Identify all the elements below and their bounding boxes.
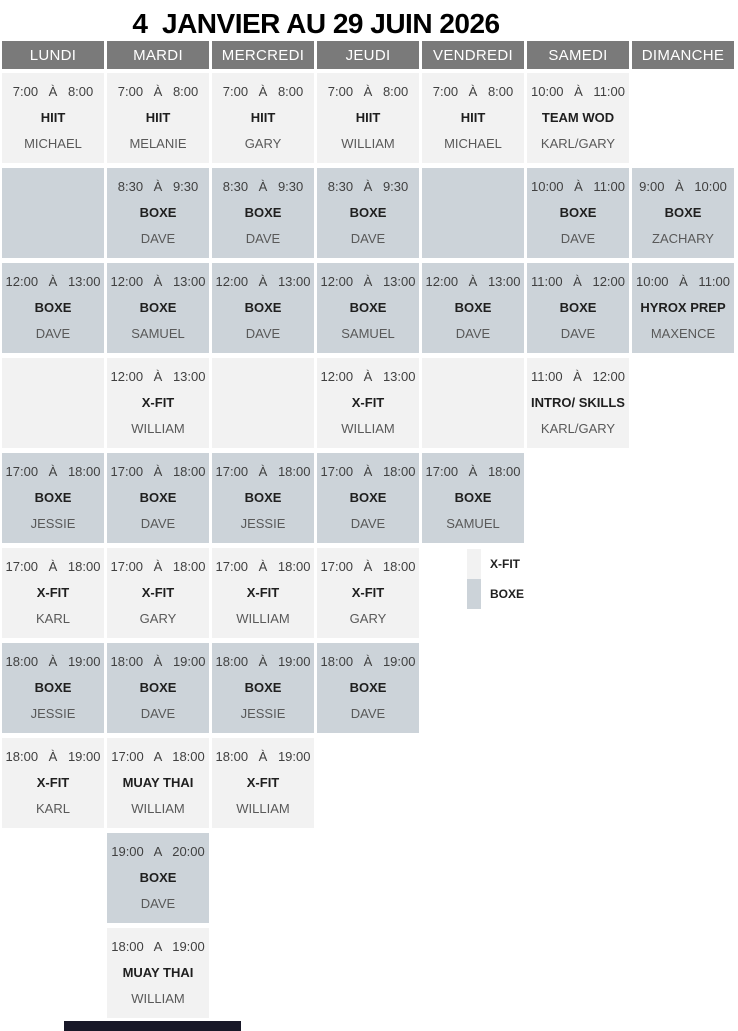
class-coach: JESSIE <box>240 706 286 721</box>
empty-slot-cell <box>2 168 104 258</box>
class-coach: DAVE <box>560 326 596 341</box>
class-activity: BOXE <box>34 680 72 695</box>
blank-cell <box>2 833 104 923</box>
blank-cell <box>317 738 419 828</box>
class-time: 12:00 À 13:00 <box>110 274 206 289</box>
blank-cell <box>422 643 524 733</box>
class-time: 7:00 À 8:00 <box>432 84 514 99</box>
schedule-row <box>2 168 734 258</box>
class-coach: JESSIE <box>240 516 286 531</box>
class-time: 18:00 À 19:00 <box>320 654 416 669</box>
class-coach: DAVE <box>350 516 386 531</box>
empty-slot-cell <box>422 358 524 448</box>
class-coach: KARL/GARY <box>540 136 616 151</box>
class-cell <box>527 73 629 163</box>
schedule-row <box>2 738 734 828</box>
blank-cell <box>632 833 734 923</box>
page-title: 4 JANVIER AU 29 JUIN 2026 <box>132 8 500 39</box>
blank-cell <box>632 453 734 543</box>
class-activity: X-FIT <box>36 775 70 790</box>
class-cell <box>107 358 209 448</box>
blank-cell <box>632 928 734 1018</box>
class-time: 17:00 À 18:00 <box>320 464 416 479</box>
class-cell <box>422 73 524 163</box>
class-coach: GARY <box>349 611 387 626</box>
class-time: 10:00 À 11:00 <box>636 274 730 289</box>
schedule-grid <box>2 73 734 1018</box>
class-activity: HIIT <box>40 110 66 125</box>
class-coach: KARL/GARY <box>540 421 616 436</box>
class-coach: WILLIAM <box>236 801 290 816</box>
class-time: 18:00 À 19:00 <box>110 654 206 669</box>
class-coach: DAVE <box>140 706 176 721</box>
blank-cell <box>2 928 104 1018</box>
class-time: 11:00 À 12:00 <box>531 274 625 289</box>
class-activity: X-FIT <box>36 585 70 600</box>
class-time: 18:00 À 19:00 <box>215 654 311 669</box>
class-cell <box>2 453 104 543</box>
class-coach: MICHAEL <box>24 136 82 151</box>
class-activity: BOXE <box>139 205 177 220</box>
class-cell <box>107 548 209 638</box>
class-time: 12:00 À 13:00 <box>5 274 101 289</box>
class-activity: HIIT <box>460 110 486 125</box>
class-activity: X-FIT <box>351 395 385 410</box>
class-cell <box>527 168 629 258</box>
class-activity: X-FIT <box>141 395 175 410</box>
class-activity: BOXE <box>34 490 72 505</box>
class-cell <box>317 73 419 163</box>
blank-cell <box>422 833 524 923</box>
class-coach: GARY <box>139 611 177 626</box>
class-cell <box>2 263 104 353</box>
schedule-row <box>2 453 734 543</box>
class-time: 7:00 À 8:00 <box>222 84 304 99</box>
class-activity: BOXE <box>454 490 492 505</box>
legend-label: BOXE <box>489 587 524 601</box>
blank-cell <box>317 833 419 923</box>
class-coach: SAMUEL <box>131 326 185 341</box>
class-cell <box>107 928 209 1018</box>
class-activity: HIIT <box>145 110 171 125</box>
schedule-row <box>2 928 734 1018</box>
class-time: 12:00 À 13:00 <box>425 274 521 289</box>
class-cell <box>212 643 314 733</box>
blank-cell <box>527 548 629 638</box>
class-activity: HYROX PREP <box>640 300 726 315</box>
class-time: 18:00 À 19:00 <box>5 654 101 669</box>
class-time: 11:00 À 12:00 <box>531 369 625 384</box>
class-time: 10:00 À 11:00 <box>531 179 625 194</box>
day-header-jeudi: JEUDI <box>317 41 419 69</box>
class-cell <box>632 263 734 353</box>
legend-row <box>467 549 520 579</box>
class-coach: JESSIE <box>30 516 76 531</box>
class-time: 17:00 À 18:00 <box>110 464 206 479</box>
footer-bar <box>64 1021 241 1031</box>
empty-slot-cell <box>422 168 524 258</box>
boxe-color-swatch <box>467 579 481 609</box>
class-coach: WILLIAM <box>131 801 185 816</box>
x-fit-color-swatch <box>467 549 481 579</box>
class-coach: DAVE <box>140 231 176 246</box>
class-activity: HIIT <box>250 110 276 125</box>
class-time: 12:00 À 13:00 <box>215 274 311 289</box>
class-coach: MICHAEL <box>444 136 502 151</box>
class-coach: WILLIAM <box>131 421 185 436</box>
class-activity: BOXE <box>139 490 177 505</box>
class-cell <box>317 643 419 733</box>
class-activity: BOXE <box>349 680 387 695</box>
class-cell <box>317 358 419 448</box>
class-cell <box>2 643 104 733</box>
class-cell <box>107 453 209 543</box>
class-coach: WILLIAM <box>341 421 395 436</box>
class-cell <box>632 168 734 258</box>
class-time: 19:00 A 20:00 <box>111 844 205 859</box>
class-cell <box>527 358 629 448</box>
class-cell <box>212 168 314 258</box>
class-activity: BOXE <box>244 680 282 695</box>
class-activity: BOXE <box>244 205 282 220</box>
class-activity: BOXE <box>664 205 702 220</box>
class-time: 17:00 À 18:00 <box>110 559 206 574</box>
class-time: 12:00 À 13:00 <box>320 369 416 384</box>
class-activity: MUAY THAI <box>122 965 194 980</box>
class-coach: DAVE <box>245 231 281 246</box>
blank-cell <box>632 548 734 638</box>
class-cell <box>107 73 209 163</box>
class-activity: BOXE <box>244 300 282 315</box>
schedule-table <box>2 41 734 1018</box>
blank-cell <box>422 738 524 828</box>
class-coach: DAVE <box>35 326 71 341</box>
empty-slot-cell <box>2 358 104 448</box>
blank-cell <box>632 643 734 733</box>
legend-label: X-FIT <box>489 557 520 571</box>
class-activity: X-FIT <box>246 775 280 790</box>
blank-cell <box>317 928 419 1018</box>
class-time: 7:00 À 8:00 <box>12 84 94 99</box>
schedule-row <box>2 73 734 163</box>
class-cell <box>317 263 419 353</box>
class-coach: SAMUEL <box>341 326 395 341</box>
class-coach: JESSIE <box>30 706 76 721</box>
class-coach: KARL <box>36 801 70 816</box>
schedule-row <box>2 548 734 638</box>
class-time: 18:00 À 19:00 <box>215 749 311 764</box>
class-activity: BOXE <box>139 300 177 315</box>
schedule-row <box>2 643 734 733</box>
class-time: 8:30 À 9:30 <box>117 179 199 194</box>
class-activity: X-FIT <box>246 585 280 600</box>
class-time: 17:00 À 18:00 <box>425 464 521 479</box>
class-activity: BOXE <box>34 300 72 315</box>
class-coach: DAVE <box>140 516 176 531</box>
class-cell <box>107 643 209 733</box>
class-activity: BOXE <box>244 490 282 505</box>
class-time: 7:00 À 8:00 <box>117 84 199 99</box>
class-activity: BOXE <box>349 300 387 315</box>
class-activity: BOXE <box>349 205 387 220</box>
day-header-lundi: LUNDI <box>2 41 104 69</box>
class-cell <box>317 548 419 638</box>
class-cell <box>107 168 209 258</box>
class-time: 17:00 À 18:00 <box>5 559 101 574</box>
day-header-mercredi: MERCREDI <box>212 41 314 69</box>
class-activity: BOXE <box>454 300 492 315</box>
class-cell <box>212 263 314 353</box>
blank-cell <box>527 833 629 923</box>
class-coach: WILLIAM <box>131 991 185 1006</box>
blank-cell <box>632 73 734 163</box>
legend-cell <box>422 548 524 638</box>
legend-row <box>467 579 524 609</box>
class-time: 10:00 À 11:00 <box>531 84 625 99</box>
class-cell <box>422 453 524 543</box>
class-cell <box>212 73 314 163</box>
class-coach: DAVE <box>560 231 596 246</box>
day-header-mardi: MARDI <box>107 41 209 69</box>
class-activity: TEAM WOD <box>541 110 615 125</box>
class-time: 12:00 À 13:00 <box>110 369 206 384</box>
class-cell <box>212 738 314 828</box>
class-time: 17:00 À 18:00 <box>215 464 311 479</box>
class-coach: GARY <box>244 136 282 151</box>
blank-cell <box>527 738 629 828</box>
class-coach: KARL <box>36 611 70 626</box>
class-cell <box>212 453 314 543</box>
class-cell <box>107 263 209 353</box>
class-time: 12:00 À 13:00 <box>320 274 416 289</box>
schedule-row <box>2 263 734 353</box>
schedule-row <box>2 358 734 448</box>
day-header-vendredi: VENDREDI <box>422 41 524 69</box>
class-activity: MUAY THAI <box>122 775 194 790</box>
class-activity: BOXE <box>139 680 177 695</box>
class-coach: DAVE <box>455 326 491 341</box>
class-cell <box>107 738 209 828</box>
class-time: 9:00 À 10:00 <box>639 179 727 194</box>
blank-cell <box>632 358 734 448</box>
blank-cell <box>632 738 734 828</box>
schedule-row <box>2 833 734 923</box>
class-activity: X-FIT <box>351 585 385 600</box>
class-time: 18:00 A 19:00 <box>111 939 205 954</box>
class-time: 17:00 À 18:00 <box>320 559 416 574</box>
class-activity: X-FIT <box>141 585 175 600</box>
blank-cell <box>527 928 629 1018</box>
blank-cell <box>527 453 629 543</box>
class-time: 8:30 À 9:30 <box>222 179 304 194</box>
class-coach: MAXENCE <box>650 326 716 341</box>
blank-cell <box>527 643 629 733</box>
class-coach: WILLIAM <box>236 611 290 626</box>
class-time: 7:00 À 8:00 <box>327 84 409 99</box>
class-coach: DAVE <box>245 326 281 341</box>
class-cell <box>2 548 104 638</box>
class-activity: HIIT <box>355 110 381 125</box>
class-activity: BOXE <box>559 205 597 220</box>
class-coach: ZACHARY <box>652 231 714 246</box>
blank-cell <box>212 928 314 1018</box>
class-time: 8:30 À 9:30 <box>327 179 409 194</box>
class-cell <box>107 833 209 923</box>
empty-slot-cell <box>212 358 314 448</box>
class-cell <box>212 548 314 638</box>
class-activity: BOXE <box>139 870 177 885</box>
class-cell <box>317 168 419 258</box>
class-time: 17:00 À 18:00 <box>215 559 311 574</box>
class-cell <box>2 738 104 828</box>
class-cell <box>422 263 524 353</box>
class-coach: MELANIE <box>129 136 187 151</box>
day-header-samedi: SAMEDI <box>527 41 629 69</box>
day-header-dimanche: DIMANCHE <box>632 41 734 69</box>
class-coach: DAVE <box>140 896 176 911</box>
class-activity: BOXE <box>349 490 387 505</box>
class-time: 18:00 À 19:00 <box>5 749 101 764</box>
class-time: 17:00 À 18:00 <box>5 464 101 479</box>
day-header-row <box>2 41 734 69</box>
class-cell <box>527 263 629 353</box>
class-time: 17:00 A 18:00 <box>111 749 205 764</box>
class-cell <box>2 73 104 163</box>
class-coach: SAMUEL <box>446 516 500 531</box>
class-coach: WILLIAM <box>341 136 395 151</box>
class-activity: INTRO/ SKILLS <box>531 395 625 410</box>
blank-cell <box>212 833 314 923</box>
blank-cell <box>422 928 524 1018</box>
class-cell <box>317 453 419 543</box>
class-coach: DAVE <box>350 706 386 721</box>
class-coach: DAVE <box>350 231 386 246</box>
class-activity: BOXE <box>559 300 597 315</box>
